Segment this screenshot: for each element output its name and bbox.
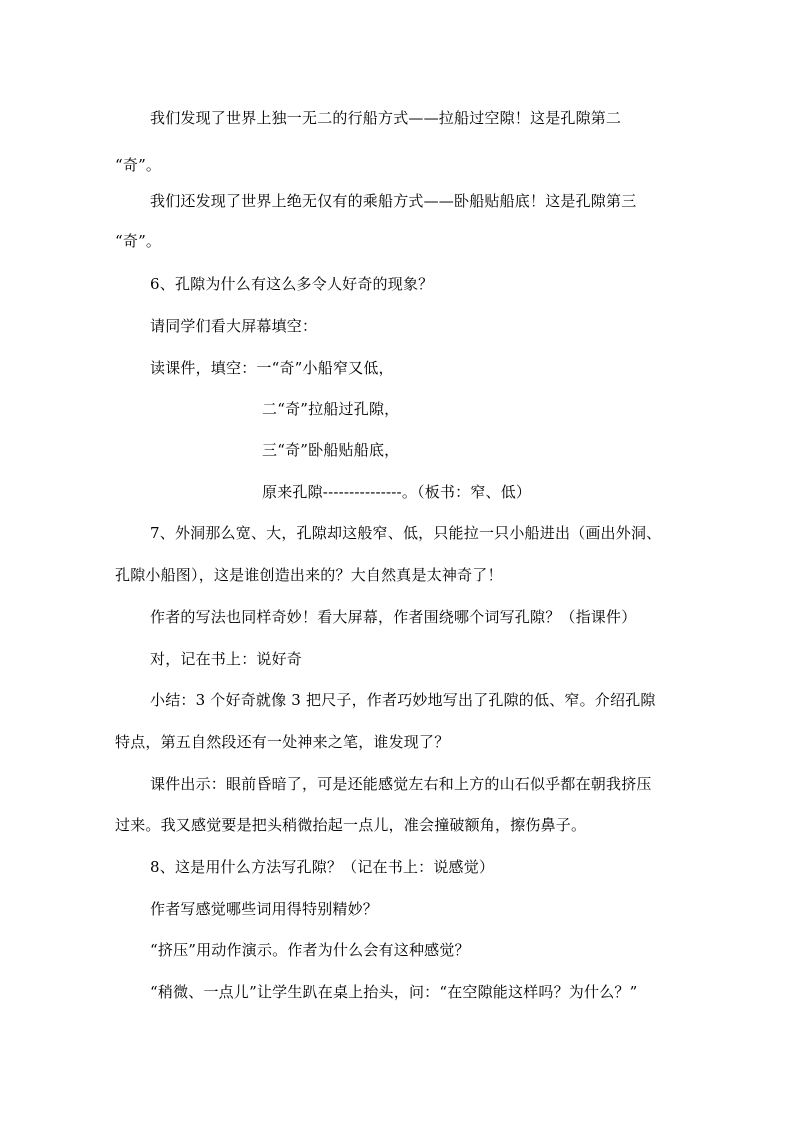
paragraph-line: 小结：3 个好奇就像 3 把尺子，作者巧妙地写出了孔隙的低、窄。介绍孔隙	[150, 691, 656, 709]
paragraph-line: 作者的写法也同样奇妙！看大屏幕，作者围绕哪个词写孔隙？（指课件）	[150, 608, 637, 626]
paragraph-line: 我们发现了世界上独一无二的行船方式——拉船过空隙！这是孔隙第二	[150, 109, 622, 127]
paragraph-line: 6、孔隙为什么有这么多令人好奇的现象？	[150, 275, 434, 293]
paragraph-line: 原来孔隙---------------。（板书：窄、低）	[262, 483, 532, 501]
paragraph-line: 请同学们看大屏幕填空：	[150, 317, 318, 335]
paragraph-line: 特点，第五自然段还有一处神来之笔，谁发现了？	[115, 733, 450, 751]
paragraph-line: 过来。我又感觉要是把头稍微抬起一点儿，准会撞破额角，擦伤鼻子。	[115, 816, 587, 834]
paragraph-line: 作者写感觉哪些词用得特别精妙？	[150, 900, 379, 918]
paragraph-line: “挤压”用动作演示。作者为什么会有这种感觉？	[150, 941, 470, 959]
paragraph-line: 7、外洞那么宽、大，孔隙却这般窄、低，只能拉一只小船进出（画出外洞、	[150, 524, 662, 542]
paragraph-line: 课件出示：眼前昏暗了，可是还能感觉左右和上方的山石似乎都在朝我挤压	[150, 775, 652, 793]
paragraph-line: “奇”。	[115, 156, 162, 174]
paragraph-line: 对，记在书上：说好奇	[150, 650, 303, 668]
paragraph-line: 三“奇”卧船贴船底，	[262, 441, 400, 459]
paragraph-line: 二“奇”拉船过孔隙，	[262, 400, 400, 418]
paragraph-line: 孔隙小船图），这是谁创造出来的？大自然真是太神奇了！	[115, 566, 503, 584]
paragraph-line: 读课件，填空：一“奇”小船窄又低，	[150, 359, 394, 377]
paragraph-line: “稍微、一点儿”让学生趴在桌上抬头，问：“在空隙能这样吗？为什么？”	[150, 983, 638, 1001]
paragraph-line: 我们还发现了世界上绝无仅有的乘船方式——卧船贴船底！这是孔隙第三	[150, 192, 637, 210]
paragraph-line: 8、这是用什么方法写孔隙？（记在书上：说感觉）	[150, 858, 495, 876]
paragraph-line: “奇”。	[115, 232, 162, 250]
